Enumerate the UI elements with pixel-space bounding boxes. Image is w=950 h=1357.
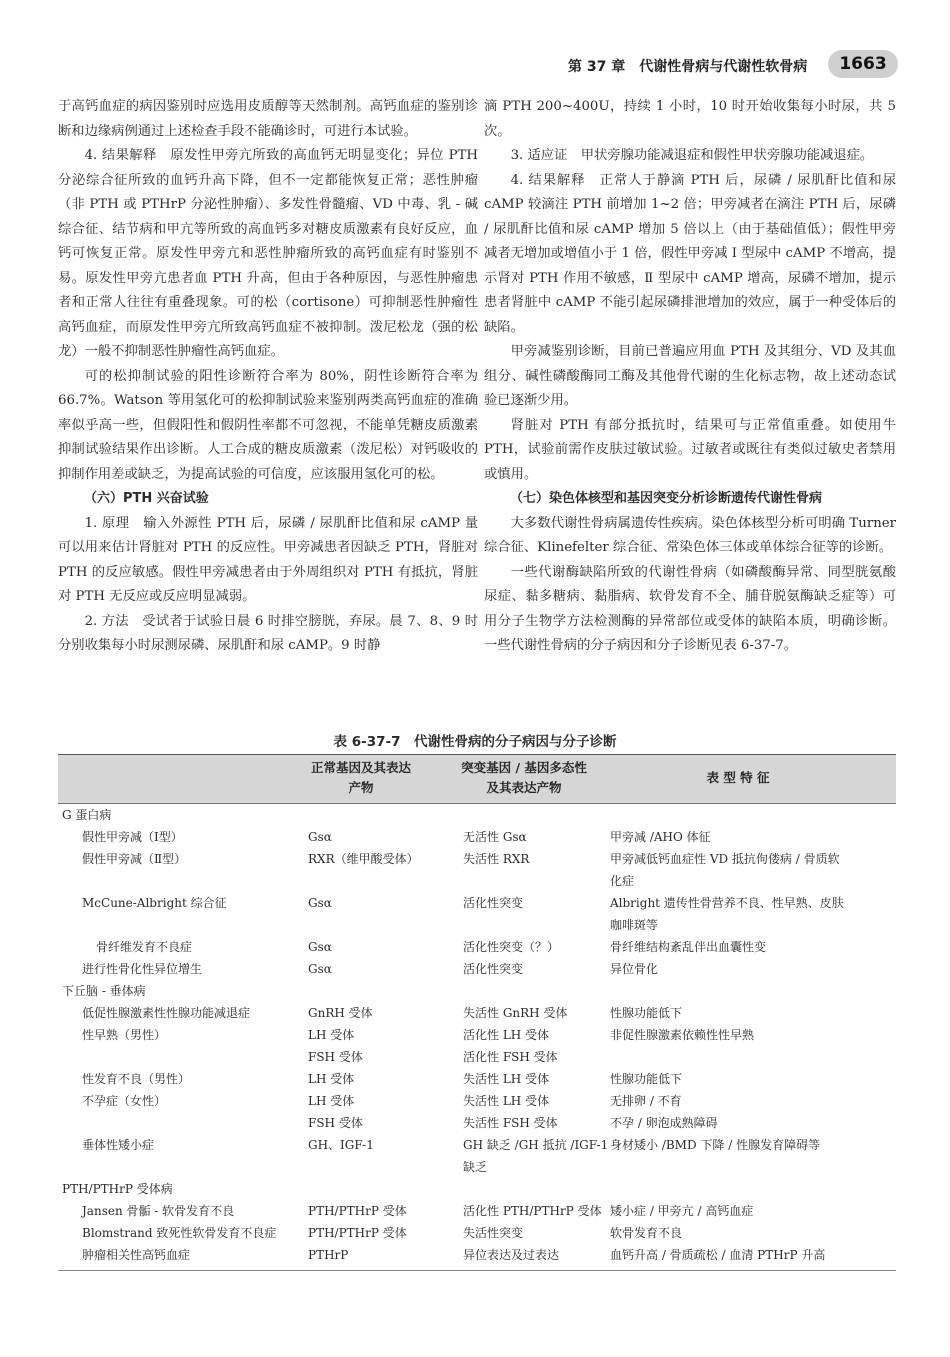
section-heading: （六）PTH 兴奋试验 [84, 491, 209, 506]
table-cell: 异位骨化 [610, 962, 659, 976]
table-header [58, 754, 896, 804]
table-cell: 血钙升高 / 骨质疏松 / 血清 PTHrP 升高 [610, 1248, 826, 1262]
table-caption: 表 6-37-7 代谢性骨病的分子病因与分子诊断 [333, 734, 617, 750]
table-row [58, 1068, 896, 1090]
table-cell [610, 980, 850, 1002]
table-cell: 甲旁减 /AHO 体征 [610, 830, 711, 844]
paragraph: 4. 结果解释 原发性甲旁亢所致的高血钙无明显变化；异位 PTH 分泌综合征所致的血钙升高下降，但不一定都能恢复正常；恶性肿瘤（非 PTH 或 PTHrP 分泌性肿瘤）、多发性骨髓瘤、VD 中毒、乳 - 碱综合征、结节病和甲亢等所致的高血钙多对糖皮质激素有良好反应，血钙可恢复正常。原发性甲旁亢和恶性肿瘤所致的高钙血症有时鉴别不易。原发性甲旁亢患者血 PTH 升高，但由于各种原因，与恶性肿瘤患者和正常人往往有重叠现象。可的松（cortisone）可抑制恶性肿瘤性高钙血症，而原发性甲旁亢所致高钙血症不被抑制。泼尼松龙（强的松龙）一般不抑制恶性肿瘤性高钙血症。 [58, 148, 478, 359]
table-cell: 进行性骨化性异位增生 [82, 962, 203, 976]
table-cell: Gsα [308, 896, 332, 910]
paragraph: 肾脏对 PTH 有部分抵抗时，结果可与正常值重叠。如使用牛 PTH，试验前需作皮肤过敏试验。过敏者或既往有类似过敏史者禁用或慎用。 [484, 417, 896, 482]
header-mutant-gene: 突变基因 / 基因多态性及其表达产物 [461, 760, 587, 795]
table-cell: FSH 受体 [308, 1050, 363, 1064]
paragraph: 可的松抑制试验的阳性诊断符合率为 80%，阴性诊断符合率为 66.7%。Watson 等用氢化可的松抑制试验来鉴别两类高钙血症的准确率似乎高一些，但假阳性和假阴性率都不可忽视，不能单凭糖皮质激素抑制试验结果作出诊断。人工合成的糖皮质激素（泼尼松）对钙吸收的抑制作用差或缺乏，为提高试验的可信度，应该服用氢化可的松。 [58, 368, 478, 482]
table-row [58, 958, 896, 980]
table-row [58, 1112, 896, 1134]
table-cell: Gsα [308, 830, 332, 844]
paragraph: 1. 原理 输入外源性 PTH 后，尿磷 / 尿肌酐比值和尿 cAMP 量可以用来估计肾脏对 PTH 的反应性。甲旁减患者因缺乏 PTH，肾脏对 PTH 的反应敏感。假性甲旁减患者由于外周组织对 PTH 有抵抗，肾脏对 PTH 无反应或反应明显减弱。 [58, 515, 478, 604]
table-cell: 假性甲旁减（Ⅱ型） [82, 852, 187, 866]
table-cell [308, 1178, 463, 1200]
table-cell: LH 受体 [308, 1072, 355, 1086]
paragraph: 滴 PTH 200~400U，持续 1 小时，10 时开始收集每小时尿，共 5 次。 [484, 99, 896, 139]
table-cell: 骨纤维结构紊乱伴出血囊性变 [610, 940, 767, 954]
section-heading: （七）染色体核型和基因突变分析诊断遗传代谢性骨病 [510, 491, 823, 506]
header-normal-gene: 正常基因及其表达产物 [310, 760, 411, 795]
table-cell: 非促性腺激素依赖性性早熟 [610, 1028, 755, 1042]
paragraph: 2. 方法 受试者于试验日晨 6 时排空膀胱，弃尿。晨 7、8、9 时分别收集每小时尿测尿磷、尿肌酐和尿 cAMP。9 时静 [58, 613, 478, 653]
table-cell: RXR（维甲酸受体） [308, 852, 419, 866]
table-cell: PTH/PTHrP 受体病 [62, 1182, 173, 1196]
paragraph: 3. 适应证 甲状旁腺功能减退症和假性甲状旁腺功能减退症。 [510, 148, 874, 163]
table-row [58, 1024, 896, 1046]
table-row [58, 1134, 896, 1178]
table-cell: 活化性突变 [463, 896, 524, 910]
table-cell [610, 1046, 850, 1068]
table-cell: LH 受体 [308, 1028, 355, 1042]
table-body [58, 804, 896, 1266]
table-cell: 性腺功能低下 [610, 1072, 683, 1086]
table-cell: Jansen 骨骺 - 软骨发育不良 [82, 1204, 235, 1218]
table-cell: 失活性 FSH 受体 [463, 1116, 558, 1130]
table-cell [463, 1178, 610, 1200]
table-row [58, 1200, 896, 1222]
table-bottom-rule [58, 1270, 896, 1271]
table-cell: 失活性 LH 受体 [463, 1094, 550, 1108]
right-column [484, 95, 896, 659]
page-header [568, 50, 898, 80]
table-cell: G 蛋白病 [62, 808, 112, 822]
table-cell: 异位表达及过表达 [463, 1248, 560, 1262]
table-cell: 性发育不良（男性） [82, 1072, 191, 1086]
table-cell: 无活性 Gsα [463, 830, 527, 844]
table-cell [610, 1178, 850, 1200]
paragraph: 大多数代谢性骨病属遗传性疾病。染色体核型分析可明确 Turner 综合征、Klinefelter 综合征、常染色体三体或单体综合征等的诊断。 [484, 515, 896, 555]
table-group-row [58, 1178, 896, 1200]
table-cell: 矮小症 / 甲旁亢 / 高钙血症 [610, 1204, 754, 1218]
table-cell: GH、IGF-1 [308, 1138, 374, 1152]
table-cell: 身材矮小 /BMD 下降 / 性腺发育障碍等 [610, 1138, 821, 1152]
table-row [58, 1090, 896, 1112]
table-cell: 无排卵 / 不育 [610, 1094, 682, 1108]
table-cell: PTH/PTHrP 受体 [308, 1226, 407, 1240]
left-column [58, 95, 478, 659]
table-cell: Blomstrand 致死性软骨发育不良症 [82, 1226, 277, 1240]
table-cell: PTHrP [308, 1248, 349, 1262]
chapter-title: 第 37 章 代谢性骨病与代谢性软骨病 [568, 59, 808, 75]
table-row [58, 1222, 896, 1244]
table-row [58, 936, 896, 958]
table-cell: 失活性 RXR [463, 852, 530, 866]
table-cell [308, 980, 463, 1002]
table-cell: Albright 遗传性骨营养不良、性早熟、皮肤咖啡斑等 [610, 896, 844, 932]
table-cell: GnRH 受体 [308, 1006, 373, 1020]
table-cell: 不孕症（女性） [82, 1094, 167, 1108]
table-cell: 甲旁减低钙血症性 VD 抵抗佝偻病 / 骨质软化症 [610, 852, 840, 888]
table-cell: 活化性 LH 受体 [463, 1028, 550, 1042]
table-cell [463, 804, 610, 826]
table-cell: 活化性 FSH 受体 [463, 1050, 558, 1064]
table-group-row [58, 804, 896, 826]
table-row [58, 1244, 896, 1266]
table-cell: 软骨发育不良 [610, 1226, 683, 1240]
table-cell [58, 1046, 308, 1068]
table-cell: 骨纤维发育不良症 [96, 940, 193, 954]
table-cell: 低促性腺激素性性腺功能减退症 [82, 1006, 251, 1020]
table-cell: 下丘脑 - 垂体病 [62, 984, 146, 998]
table-row [58, 826, 896, 848]
table-cell: GH 缺乏 /GH 抵抗 /IGF-1 缺乏 [463, 1138, 609, 1174]
data-table [58, 754, 896, 1271]
table-row [58, 848, 896, 892]
table-cell: 失活性 GnRH 受体 [463, 1006, 568, 1020]
table-cell [463, 980, 610, 1002]
table-cell: Gsα [308, 962, 332, 976]
table-cell: PTH/PTHrP 受体 [308, 1204, 407, 1218]
paragraph: 4. 结果解释 正常人于静滴 PTH 后，尿磷 / 尿肌酐比值和尿 cAMP 较滴注 PTH 前增加 1~2 倍；甲旁减者在滴注 PTH 后，尿磷 / 尿肌酐比值和尿 cAMP 增加 5 倍以上（由于基础值低）；假性甲旁减者无增加或增值小于 1 倍，假性甲旁减 Ⅰ 型尿中 cAMP 不增高，提示肾对 PTH 作用不敏感，Ⅱ 型尿中 cAMP 增高，尿磷不增加，提示患者肾脏中 cAMP 不能引起尿磷排泄增加的效应，属于一种受体后的缺陷。 [484, 172, 896, 335]
table-cell: 性腺功能低下 [610, 1006, 683, 1020]
table-cell: FSH 受体 [308, 1116, 363, 1130]
table-cell: 假性甲旁减（Ⅰ型） [82, 830, 183, 844]
paragraph: 于高钙血症的病因鉴别时应选用皮质醇等天然制剂。高钙血症的鉴别诊断和边缘病例通过上述检查手段不能确诊时，可进行本试验。 [58, 99, 478, 139]
table-cell: 不孕 / 卵泡成熟障碍 [610, 1116, 718, 1130]
table-cell: 性早熟（男性） [82, 1028, 167, 1042]
table-cell: 垂体性矮小症 [82, 1138, 155, 1152]
table-row [58, 892, 896, 936]
table-cell [58, 1112, 308, 1134]
table-cell: 失活性突变 [463, 1226, 524, 1240]
table-cell: 肿瘤相关性高钙血症 [82, 1248, 191, 1262]
table-cell: Gsα [308, 940, 332, 954]
table-cell: 失活性 LH 受体 [463, 1072, 550, 1086]
table-cell [308, 804, 463, 826]
header-phenotype: 表 型 特 征 [706, 770, 770, 785]
page-number: 1663 [828, 50, 898, 78]
table-cell: McCune-Albright 综合征 [82, 896, 227, 910]
table-cell: 活化性突变（？） [463, 940, 560, 954]
table-cell: 活化性突变 [463, 962, 524, 976]
table-cell: LH 受体 [308, 1094, 355, 1108]
table-group-row [58, 980, 896, 1002]
table-cell [610, 804, 850, 826]
paragraph: 一些代谢酶缺陷所致的代谢性骨病（如磷酸酶异常、同型胱氨酸尿症、黏多糖病、黏脂病、软骨发育不全、脯苷脱氨酶缺乏症等）可用分子生物学方法检测酶的异常部位或受体的缺陷本质，明确诊断。一些代谢性骨病的分子病因和分子诊断见表 6-37-7。 [484, 564, 896, 653]
table-row [58, 1046, 896, 1068]
table-cell: 活化性 PTH/PTHrP 受体 [463, 1204, 602, 1218]
table-row [58, 1002, 896, 1024]
paragraph: 甲旁减鉴别诊断，目前已普遍应用血 PTH 及其组分、VD 及其血组分、碱性磷酸酶同工酶及其他骨代谢的生化标志物，故上述动态试验已逐渐少用。 [484, 344, 896, 408]
